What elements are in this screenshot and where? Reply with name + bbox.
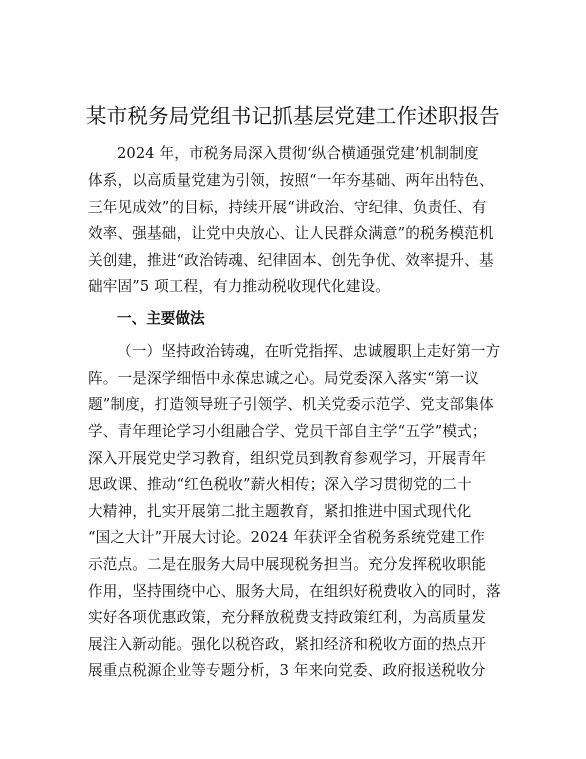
body-line: 思政课、推动“红色税收”薪火相传；深入学习贯彻党的二十 [88,476,472,493]
body-line: （一）坚持政治铸魂，在听党指挥、忠诚履职上走好第一方 [117,343,501,360]
body-line: 展注入新动能。强化以税咨政，紧扣经济和税收方面的热点开 [88,636,487,653]
body-line: 深入开展党史学习教育，组织党员到教育参观学习，开展青年 [88,450,487,467]
body-line: 题”制度，打造领导班子引领学、机关党委示范学、党支部集体 [88,396,494,413]
body-line: 展重点税源企业等专题分析，3 年来向党委、政府报送税收分 [88,662,486,679]
body-line: 示范点。二是在服务大局中展现税务担当。充分发挥税收职能 [88,556,487,573]
body-line: 阵。一是深学细悟中永葆忠诚之心。局党委深入落实“第一议 [88,370,479,387]
body-line: 作用，坚持围绕中心、服务大局，在组织好税费收入的同时，落 [88,583,501,600]
intro-line: 效率、强基础，让党中央放心、让人民群众满意”的税务模范机 [88,225,494,242]
intro-line: 2024 年，市税务局深入贯彻‘纵合横通强党建’机制制度 [117,145,479,162]
body-line: 大精神，扎实开展第二批主题教育，紧扣推进中国式现代化 [88,503,472,520]
intro-line: 体系，以高质量党建为引领，按照“一年夯基础、两年出特色、 [88,172,494,189]
body-line: “国之大计”开展大讨论。2024 年获评全省税务系统党建工作 [88,529,485,546]
body-line: 实好各项优惠政策，充分释放税费支持政策红利，为高质量发 [88,609,487,626]
intro-line: 三年见成效”的目标，持续开展“讲政治、守纪律、负责任、有 [88,199,487,216]
intro-line: 础牢固”5 项工程，有力推动税收现代化建设。 [88,278,390,295]
section-heading: 一、主要做法 [117,310,205,327]
document-title: 某市税务局党组书记抓基层党建工作述职报告 [86,104,500,128]
body-line: 学、青年理论学习小组融合学、党员干部自主学“五学”模式； [88,423,487,440]
intro-line: 关创建，推进“政治铸魂、纪律固本、创先争优、效率提升、基 [88,252,494,269]
